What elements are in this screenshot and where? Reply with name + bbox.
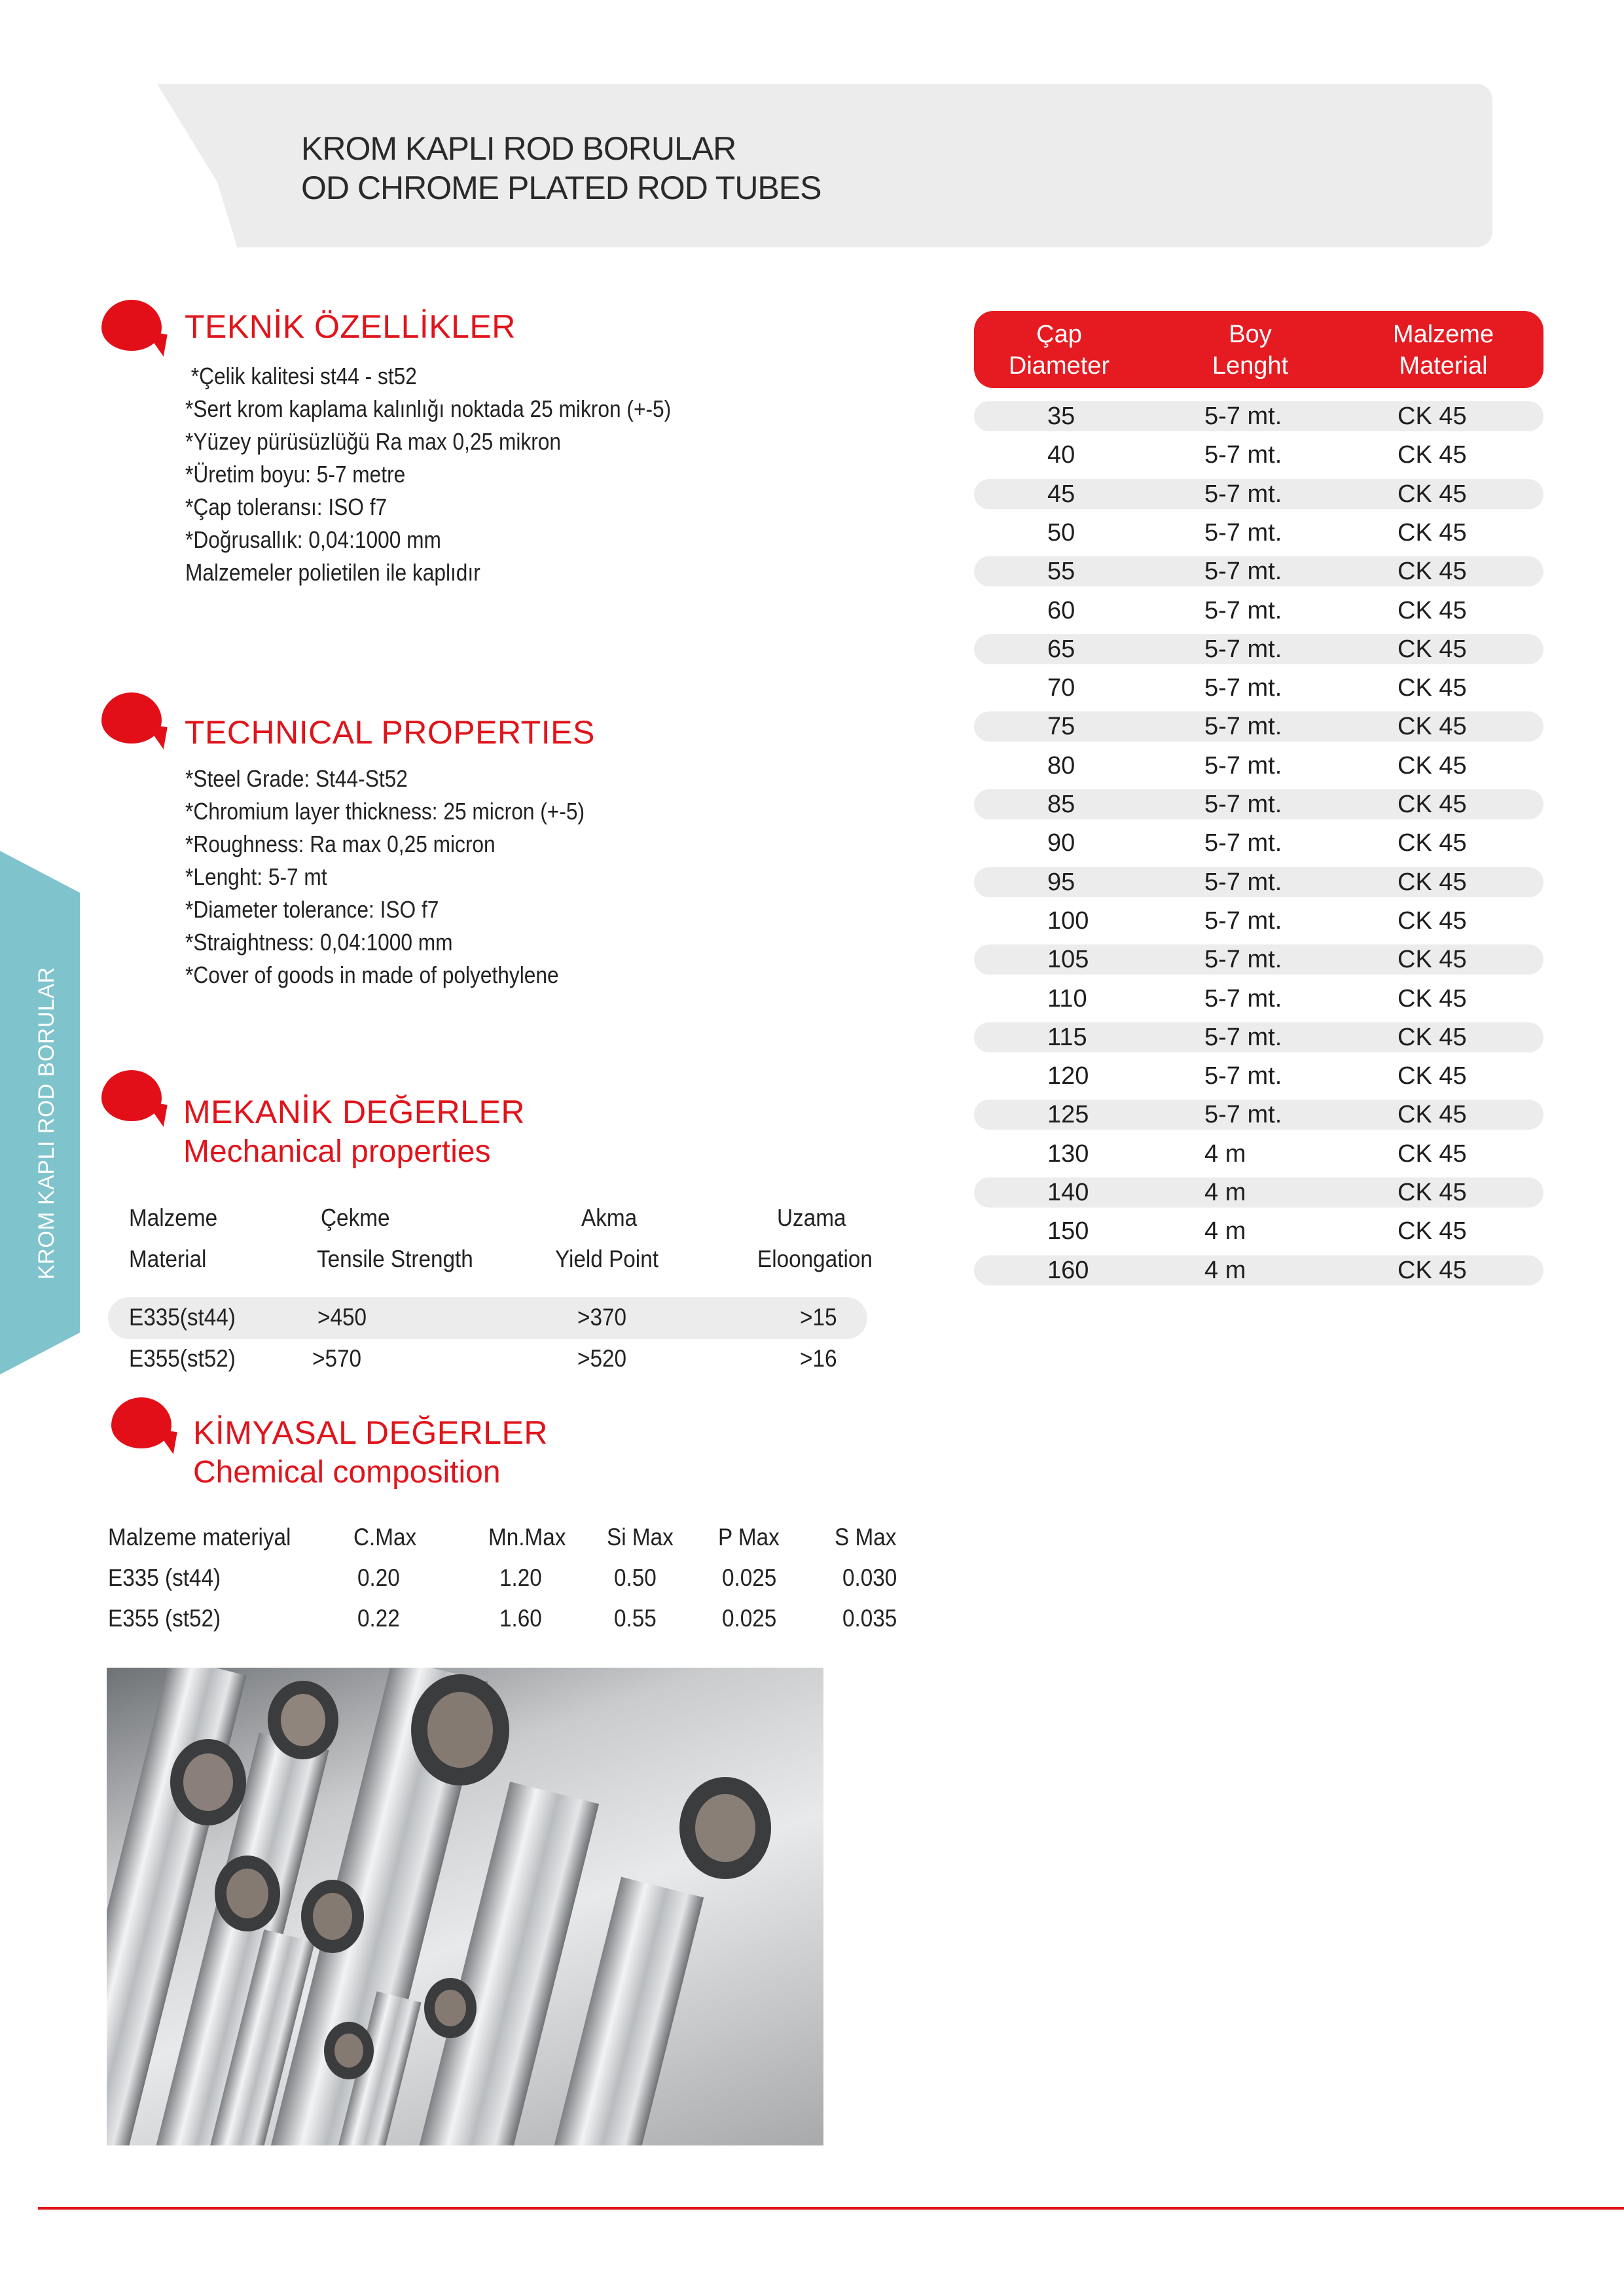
header-label-tr: Malzeme xyxy=(1392,321,1494,348)
size-cell-material: CK 45 xyxy=(1398,751,1467,780)
size-cell-length: 5-7 mt. xyxy=(1204,984,1282,1013)
list-item: Malzemeler polietilen ile kaplıdır xyxy=(185,559,480,586)
table-row xyxy=(974,751,1543,781)
section-title-teknik: TEKNİK ÖZELLİKLER xyxy=(185,308,516,345)
table-row xyxy=(974,479,1543,509)
size-cell-diameter: 110 xyxy=(1047,984,1087,1013)
chem-cell: 0.20 xyxy=(357,1564,400,1591)
header-label-tr: Çap xyxy=(1036,321,1082,348)
list-item: *Çap toleransı: ISO f7 xyxy=(185,493,388,520)
size-cell-material: CK 45 xyxy=(1398,1256,1467,1284)
list-item: *Üretim boyu: 5-7 metre xyxy=(185,461,406,488)
table-row xyxy=(974,1177,1543,1208)
size-cell-material: CK 45 xyxy=(1398,441,1467,469)
size-cell-material: CK 45 xyxy=(1398,868,1467,896)
size-cell-diameter: 90 xyxy=(1047,829,1075,857)
size-cell-length: 5-7 mt. xyxy=(1204,751,1282,780)
table-row xyxy=(974,1139,1543,1169)
size-cell-length: 5-7 mt. xyxy=(1204,518,1282,547)
size-cell-diameter: 65 xyxy=(1047,635,1075,663)
section-title-mechanical: MEKANİK DEĞERLER xyxy=(183,1094,526,1130)
size-cell-material: CK 45 xyxy=(1398,1062,1467,1090)
size-cell-material: CK 45 xyxy=(1398,713,1467,741)
page-title: KROM KAPLI ROD BORULAR xyxy=(301,130,736,167)
mech-cell: E335(st44) xyxy=(129,1304,236,1331)
size-cell-diameter: 85 xyxy=(1047,791,1075,818)
size-cell-diameter: 55 xyxy=(1047,558,1075,586)
list-item: *Lenght: 5-7 mt xyxy=(185,863,327,890)
size-cell-length: 5-7 mt. xyxy=(1204,635,1282,663)
size-cell-diameter: 160 xyxy=(1047,1256,1089,1284)
speech-bubble-icon xyxy=(101,692,162,744)
chem-header: Mn.Max xyxy=(488,1524,566,1551)
size-cell-diameter: 50 xyxy=(1047,518,1075,547)
size-cell-material: CK 45 xyxy=(1398,558,1467,586)
size-cell-diameter: 95 xyxy=(1047,868,1075,896)
size-cell-material: CK 45 xyxy=(1398,984,1467,1013)
size-cell-material: CK 45 xyxy=(1398,1139,1467,1168)
size-cell-length: 5-7 mt. xyxy=(1204,1101,1282,1129)
chem-header: C.Max xyxy=(353,1524,417,1551)
mech-cell: E355(st52) xyxy=(129,1345,236,1372)
mech-header-yield-tr: Akma xyxy=(581,1204,638,1231)
speech-bubble-icon xyxy=(101,300,162,351)
table-row xyxy=(974,906,1543,936)
list-item: *Çelik kalitesi st44 - st52 xyxy=(185,363,417,389)
size-cell-diameter: 105 xyxy=(1047,946,1089,974)
mech-cell: >520 xyxy=(577,1345,627,1372)
size-cell-diameter: 35 xyxy=(1047,403,1075,430)
list-item: *Roughness: Ra max 0,25 micron xyxy=(185,831,496,857)
table-row xyxy=(974,401,1543,431)
chem-cell: 0.035 xyxy=(842,1605,897,1632)
size-cell-material: CK 45 xyxy=(1398,1023,1467,1051)
list-item: *Steel Grade: St44-St52 xyxy=(185,765,408,792)
size-cell-diameter: 80 xyxy=(1047,751,1075,780)
table-row xyxy=(974,1022,1543,1052)
list-item: *Straightness: 0,04:1000 mm xyxy=(185,929,453,956)
chem-cell: 0.030 xyxy=(842,1564,897,1591)
chem-header: P Max xyxy=(718,1524,780,1551)
size-cell-diameter: 75 xyxy=(1047,713,1075,741)
footer-divider xyxy=(38,2207,1624,2210)
speech-bubble-icon xyxy=(101,1070,162,1121)
size-cell-diameter: 60 xyxy=(1047,596,1075,624)
table-row xyxy=(974,828,1543,858)
chem-cell: 1.20 xyxy=(499,1564,542,1591)
table-row xyxy=(974,1061,1543,1091)
size-cell-length: 5-7 mt. xyxy=(1204,441,1282,469)
product-photo xyxy=(107,1668,823,2145)
size-cell-length: 5-7 mt. xyxy=(1204,868,1282,896)
list-item: *Chromium layer thickness: 25 micron (+-5) xyxy=(185,798,585,825)
mech-header-material-en: Material xyxy=(129,1246,207,1272)
table-row xyxy=(974,1216,1543,1246)
size-cell-length: 5-7 mt. xyxy=(1204,596,1282,624)
chem-cell: 0.22 xyxy=(357,1605,400,1632)
chem-cell: 0.50 xyxy=(614,1564,657,1591)
size-cell-material: CK 45 xyxy=(1398,906,1467,935)
section-subtitle-chemical: Chemical composition xyxy=(193,1455,501,1490)
size-cell-length: 5-7 mt. xyxy=(1204,1062,1282,1090)
size-cell-diameter: 115 xyxy=(1047,1023,1087,1051)
table-row xyxy=(974,867,1543,897)
chem-cell: 0.025 xyxy=(722,1605,777,1632)
size-cell-diameter: 130 xyxy=(1047,1139,1089,1168)
size-cell-material: CK 45 xyxy=(1398,403,1467,430)
table-row xyxy=(974,634,1543,664)
header-label-tr: Boy xyxy=(1229,321,1272,348)
mech-cell: >15 xyxy=(800,1304,837,1331)
size-cell-material: CK 45 xyxy=(1398,635,1467,663)
size-cell-length: 5-7 mt. xyxy=(1204,480,1282,508)
table-row xyxy=(974,711,1543,742)
size-cell-material: CK 45 xyxy=(1398,791,1467,818)
size-cell-diameter: 100 xyxy=(1047,906,1089,935)
size-cell-length: 5-7 mt. xyxy=(1204,791,1282,818)
size-cell-length: 4 m xyxy=(1204,1179,1246,1206)
size-cell-diameter: 45 xyxy=(1047,480,1075,508)
chem-header: Si Max xyxy=(607,1524,674,1551)
size-cell-length: 5-7 mt. xyxy=(1204,906,1282,935)
mech-cell: >450 xyxy=(317,1304,367,1331)
chem-cell: 0.025 xyxy=(722,1564,777,1591)
chem-cell: 1.60 xyxy=(499,1605,542,1632)
mech-header-elong-en: Eloongation xyxy=(757,1246,873,1272)
size-cell-diameter: 40 xyxy=(1047,441,1075,469)
size-cell-length: 5-7 mt. xyxy=(1204,1023,1282,1051)
size-cell-material: CK 45 xyxy=(1398,829,1467,857)
size-col-material-header xyxy=(1358,319,1528,382)
section-title-chemical: KİMYASAL DEĞERLER xyxy=(193,1414,548,1451)
header-label-en: Material xyxy=(1399,352,1488,380)
size-cell-diameter: 150 xyxy=(1047,1217,1089,1246)
list-item: *Sert krom kaplama kalınlığı noktada 25 mikron (+-5) xyxy=(185,395,672,422)
list-item: *Cover of goods in made of polyethylene xyxy=(185,961,559,988)
chem-header: S Max xyxy=(835,1524,897,1551)
size-cell-length: 5-7 mt. xyxy=(1204,946,1282,974)
table-row xyxy=(974,518,1543,548)
mech-header-material-tr: Malzeme xyxy=(129,1204,218,1231)
table-row xyxy=(974,673,1543,703)
size-cell-material: CK 45 xyxy=(1398,1179,1467,1206)
mech-cell: >370 xyxy=(577,1304,627,1331)
size-cell-length: 4 m xyxy=(1204,1217,1246,1246)
size-cell-material: CK 45 xyxy=(1398,1217,1467,1246)
section-subtitle-mechanical: Mechanical properties xyxy=(183,1134,491,1169)
size-cell-length: 4 m xyxy=(1204,1139,1246,1168)
size-cell-length: 5-7 mt. xyxy=(1204,558,1282,586)
table-row xyxy=(974,789,1543,819)
table-row xyxy=(974,596,1543,626)
chem-cell: E335 (st44) xyxy=(108,1564,221,1591)
size-col-length-header xyxy=(1165,319,1335,382)
chem-header: Malzeme materiyal xyxy=(108,1524,291,1551)
chem-cell: 0.55 xyxy=(614,1605,657,1632)
header-label-en: Diameter xyxy=(1008,352,1110,380)
table-row xyxy=(974,556,1543,586)
mech-header-tensile-en: Tensile Strength xyxy=(317,1246,473,1272)
size-cell-length: 5-7 mt. xyxy=(1204,713,1282,741)
mech-header-yield-en: Yield Point xyxy=(555,1246,659,1272)
mech-cell: >570 xyxy=(312,1345,362,1372)
teknik-list xyxy=(185,360,671,589)
size-cell-length: 4 m xyxy=(1204,1256,1246,1284)
speech-bubble-icon xyxy=(111,1397,171,1448)
mech-header-elong-tr: Uzama xyxy=(777,1204,846,1231)
size-cell-material: CK 45 xyxy=(1398,480,1467,508)
section-title-technical: TECHNICAL PROPERTIES xyxy=(185,714,595,751)
size-cell-length: 5-7 mt. xyxy=(1204,403,1282,430)
table-row xyxy=(974,1100,1543,1130)
list-item: *Doğrusallık: 0,04:1000 mm xyxy=(185,526,441,553)
technical-list xyxy=(185,762,585,992)
size-cell-diameter: 120 xyxy=(1047,1062,1089,1090)
mech-header-tensile-tr: Çekme xyxy=(321,1204,390,1231)
size-cell-length: 5-7 mt. xyxy=(1204,674,1282,702)
side-tab-label: KROM KAPLI ROD BORULAR xyxy=(34,967,59,1280)
size-cell-material: CK 45 xyxy=(1398,596,1467,624)
chrome-tubes-illustration xyxy=(107,1668,823,2145)
size-cell-diameter: 125 xyxy=(1047,1101,1089,1129)
list-item: *Yüzey pürüsüzlüğü Ra max 0,25 mikron xyxy=(185,428,562,455)
size-table-header xyxy=(974,311,1543,388)
size-cell-material: CK 45 xyxy=(1398,518,1467,547)
size-cell-material: CK 45 xyxy=(1398,1101,1467,1129)
header-label-en: Lenght xyxy=(1212,352,1289,380)
size-cell-diameter: 140 xyxy=(1047,1179,1089,1206)
size-col-diameter-header xyxy=(974,319,1144,382)
table-row xyxy=(974,440,1543,470)
table-row xyxy=(974,1255,1543,1285)
mech-cell: >16 xyxy=(800,1345,837,1372)
table-row xyxy=(974,944,1543,975)
page-subtitle: OD CHROME PLATED ROD TUBES xyxy=(301,170,821,206)
size-cell-material: CK 45 xyxy=(1398,946,1467,974)
size-cell-diameter: 70 xyxy=(1047,674,1075,702)
table-row xyxy=(974,984,1543,1014)
chem-cell: E355 (st52) xyxy=(108,1605,221,1632)
size-cell-material: CK 45 xyxy=(1398,674,1467,702)
list-item: *Diameter tolerance: ISO f7 xyxy=(185,896,439,923)
size-cell-length: 5-7 mt. xyxy=(1204,829,1282,857)
